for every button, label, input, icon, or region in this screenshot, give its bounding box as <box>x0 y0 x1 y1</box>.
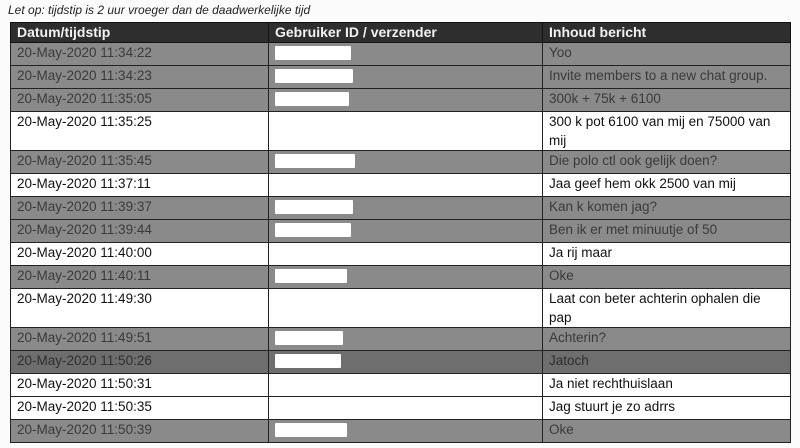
table-header-row <box>11 23 791 43</box>
table-row <box>11 220 791 243</box>
cell-message: Kan k komen jag? <box>543 197 791 220</box>
cell-sender <box>269 43 543 66</box>
table-row <box>11 151 791 174</box>
cell-sender <box>269 243 543 266</box>
cell-sender <box>269 220 543 243</box>
cell-datetime: 20-May-2020 11:39:44 <box>11 220 269 243</box>
cell-message: Laat con beter achterin ophalen die pap <box>543 289 791 328</box>
cell-datetime: 20-May-2020 11:50:39 <box>11 420 269 443</box>
cell-message: 300k + 75k + 6100 <box>543 89 791 112</box>
cell-datetime: 20-May-2020 11:39:37 <box>11 197 269 220</box>
redaction-block <box>275 354 341 368</box>
cell-message: 300 k pot 6100 van mij en 75000 van mij <box>543 112 791 151</box>
cell-datetime: 20-May-2020 11:34:23 <box>11 66 269 89</box>
cell-message: Oke <box>543 266 791 289</box>
cell-sender <box>269 89 543 112</box>
cell-datetime: 20-May-2020 11:49:51 <box>11 328 269 351</box>
redaction-block <box>275 377 345 391</box>
cell-message: Yoo <box>543 43 791 66</box>
header-sender: Gebruiker ID / verzender <box>269 23 543 43</box>
cell-sender <box>269 174 543 197</box>
redaction-block <box>275 400 349 414</box>
cell-message: Achterin? <box>543 328 791 351</box>
table-row <box>11 66 791 89</box>
cell-datetime: 20-May-2020 11:35:25 <box>11 112 269 151</box>
cell-sender <box>269 289 543 328</box>
cell-datetime: 20-May-2020 11:49:30 <box>11 289 269 328</box>
cell-message: Ben ik er met minuutje of 50 <box>543 220 791 243</box>
cell-message: Jatoch <box>543 351 791 374</box>
header-datetime: Datum/tijdstip <box>11 23 269 43</box>
cell-datetime: 20-May-2020 11:50:31 <box>11 374 269 397</box>
cell-sender <box>269 197 543 220</box>
cell-message: Invite members to a new chat group. <box>543 66 791 89</box>
cell-sender <box>269 397 543 420</box>
table-row <box>11 420 791 443</box>
redaction-block <box>275 69 353 83</box>
chat-log-table <box>10 22 791 443</box>
table-row <box>11 266 791 289</box>
cell-message: Ja rij maar <box>543 243 791 266</box>
cell-message: Die polo ctl ook gelijk doen? <box>543 151 791 174</box>
redaction-block <box>275 115 347 129</box>
cell-message: Oke <box>543 420 791 443</box>
redaction-block <box>275 269 347 283</box>
redaction-block <box>275 246 345 260</box>
cell-sender <box>269 112 543 151</box>
redaction-block <box>275 331 343 345</box>
redaction-block <box>275 292 349 306</box>
cell-sender <box>269 374 543 397</box>
cell-sender <box>269 66 543 89</box>
cell-message: Jag stuurt je zo adrrs <box>543 397 791 420</box>
table-row <box>11 197 791 220</box>
redaction-block <box>275 200 353 214</box>
cell-sender <box>269 328 543 351</box>
redaction-block <box>275 154 355 168</box>
table-row <box>11 89 791 112</box>
redaction-block <box>275 46 351 60</box>
redaction-block <box>275 92 349 106</box>
table-row <box>11 397 791 420</box>
cell-datetime: 20-May-2020 11:35:45 <box>11 151 269 174</box>
cell-datetime: 20-May-2020 11:35:05 <box>11 89 269 112</box>
cell-datetime: 20-May-2020 11:40:00 <box>11 243 269 266</box>
table-row <box>11 328 791 351</box>
cell-datetime: 20-May-2020 11:50:26 <box>11 351 269 374</box>
cell-sender <box>269 351 543 374</box>
table-row <box>11 374 791 397</box>
table-row <box>11 289 791 328</box>
cell-sender <box>269 420 543 443</box>
table-row <box>11 174 791 197</box>
table-row <box>11 351 791 374</box>
cell-datetime: 20-May-2020 11:34:22 <box>11 43 269 66</box>
table-row <box>11 243 791 266</box>
cell-sender <box>269 266 543 289</box>
cell-sender <box>269 151 543 174</box>
cell-message: Jaa geef hem okk 2500 van mij <box>543 174 791 197</box>
header-message: Inhoud bericht <box>543 23 791 43</box>
cell-datetime: 20-May-2020 11:50:35 <box>11 397 269 420</box>
table-row <box>11 112 791 151</box>
redaction-block <box>275 223 351 237</box>
cell-message: Ja niet rechthuislaan <box>543 374 791 397</box>
redaction-block <box>275 423 347 437</box>
table-row <box>11 43 791 66</box>
redaction-block <box>275 177 353 191</box>
cell-datetime: 20-May-2020 11:37:11 <box>11 174 269 197</box>
time-offset-note: Let op: tijdstip is 2 uur vroeger dan de daadwerkelijke tijd <box>8 3 311 17</box>
cell-datetime: 20-May-2020 11:40:11 <box>11 266 269 289</box>
